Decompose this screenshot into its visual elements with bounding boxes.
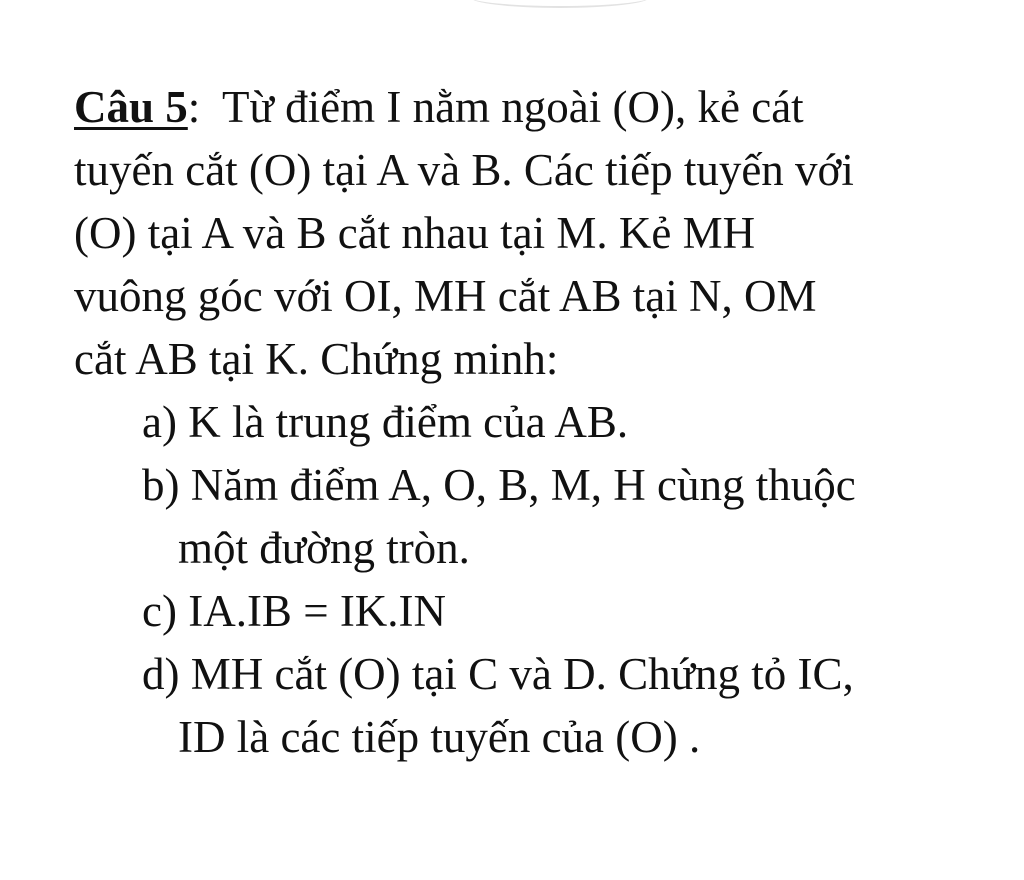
problem-heading: Câu 5 — [74, 82, 188, 132]
statement-line-5: cắt AB tại K. Chứng minh: — [74, 334, 559, 384]
statement-line-4: vuông góc với OI, MH cắt AB tại N, OM — [74, 271, 817, 321]
part-b-continuation: một đường tròn. — [178, 523, 470, 573]
statement-line-1 — [74, 76, 974, 139]
problem-text-block — [74, 76, 974, 769]
part-b: b) Năm điểm A, O, B, M, H cùng thuộc — [142, 460, 856, 510]
statement-line-2: tuyến cắt (O) tại A và B. Các tiếp tuyến với — [74, 145, 854, 195]
scan-artifact-mark — [470, 0, 650, 8]
statement-line-3: (O) tại A và B cắt nhau tại M. Kẻ MH — [74, 208, 756, 258]
part-d-continuation: ID là các tiếp tuyến của (O) . — [178, 712, 701, 762]
part-c: c) IA.IB = IK.IN — [142, 586, 447, 636]
heading-colon: : — [187, 82, 222, 132]
statement-text: Từ điểm I nằm ngoài (O), kẻ cát — [221, 82, 804, 132]
part-a: a) K là trung điểm của AB. — [142, 397, 629, 447]
part-d: d) MH cắt (O) tại C và D. Chứng tỏ IC, — [142, 649, 854, 699]
